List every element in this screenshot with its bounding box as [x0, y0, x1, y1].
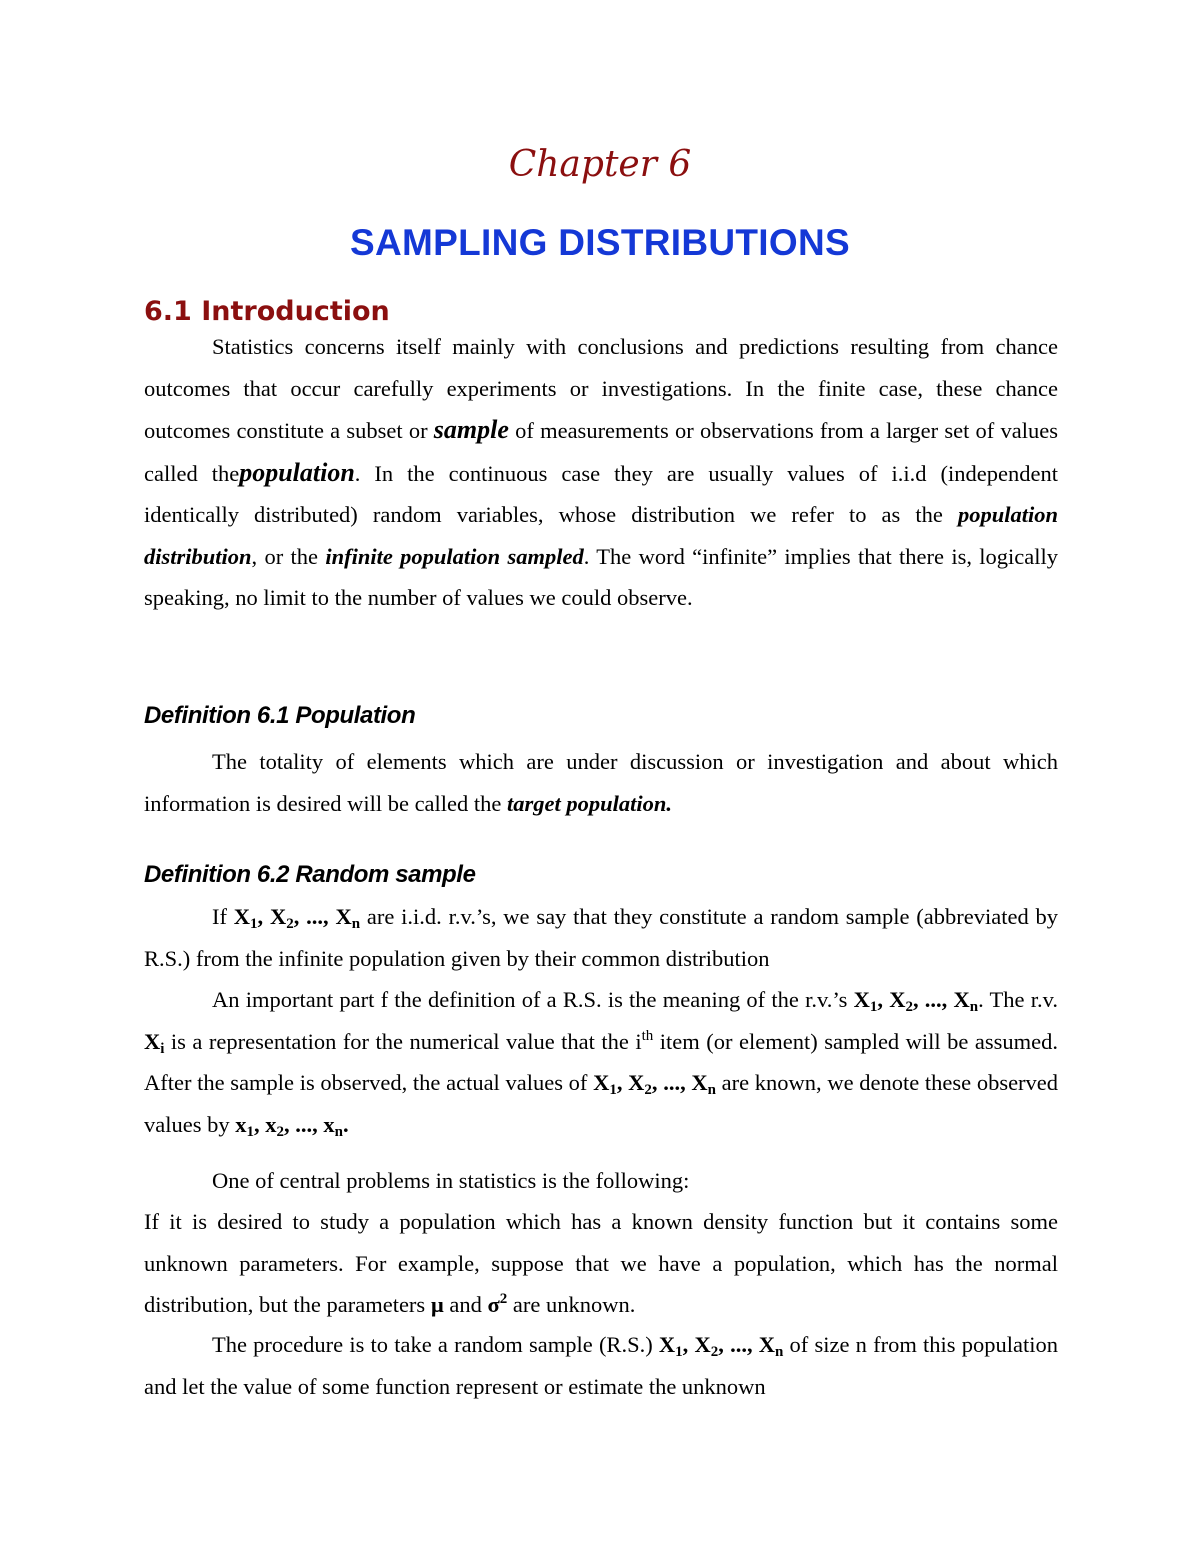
central-problem-intro: One of central problems in statistics is the following: — [212, 1168, 690, 1193]
section-heading-introduction: 6.1 Introduction — [144, 296, 390, 327]
chapter-title: SAMPLING DISTRIBUTIONS — [350, 222, 850, 263]
random-sample-paragraph: If $X_1$, $X_2$, ..., $X_n$ are i.i.d. r.v.’s, we say that they constitute a random sample (abbreviated by R.S.) from the infinite population given by their common distribution — [144, 904, 1059, 971]
random-variables-x1-to-xn: $X_1$, $X_2$, ..., $X_n$ — [233, 904, 361, 932]
random-sample-meaning-paragraph: An important part f the definition of a R.S. is the meaning of the r.v.’s $X_1$, $X_2$, ..., $X_n$. The r.v. $X_i$ is a representation for the numerical value that the $i^{th}$ item (or element) sampled will be assumed. After the sample is observed, the actual values of $X_1$, $X_2$, ..., $X_n$ are known, we denote these observed values by $x_1$, $x_2$, ..., $x_n$. — [144, 987, 1059, 1140]
central-problem-paragraph: If it is desired to study a population which has a known density function but it contains some unknown parameters. For example, suppose that we have a population, which has the normal distribution, but the parameters µ and $\sigma^2$ are unknown. — [144, 1209, 1058, 1317]
term-target-population: target population. — [507, 790, 673, 816]
procedure-paragraph: The procedure is to take a random sample (R.S.) $X_1$, $X_2$, ..., $X_n$ of size n from this population and let the value of some function represent or estimate the unknown — [144, 1332, 1059, 1399]
definition-heading-population: Definition 6.1 Population — [144, 702, 416, 729]
symbol-sigma-squared: $\sigma^2$ — [487, 1291, 508, 1317]
term-population: population — [239, 457, 355, 487]
term-infinite-population: infinite population sampled — [325, 543, 584, 569]
definition-heading-random-sample: Definition 6.2 Random sample — [144, 861, 476, 888]
definition-population-text: The totality of elements which are under discussion or investigation and about which information is desired will be called the target population. — [144, 749, 1058, 816]
symbol-mu: µ — [430, 1292, 444, 1317]
term-sample: sample — [433, 415, 509, 444]
intro-paragraph: Statistics concerns itself mainly with conclusions and predictions resulting from chance outcomes that occur carefully experiments or investigations. In the finite case, these chance outcomes constitute a subset or sample of measurements or observations from a larger set of values called thepopulation. In the continuous case they are usually values of i.i.d (independent identically distributed) random variables, whose distribution we refer to as the population distribution, or the infinite population sampled. The word “infinite” implies that there is, logically speaking, no limit to the number of values we could observe. — [144, 334, 1058, 610]
chapter-label: Chapter 6 — [508, 144, 692, 185]
term-population-distribution: population distribution — [144, 502, 1058, 569]
